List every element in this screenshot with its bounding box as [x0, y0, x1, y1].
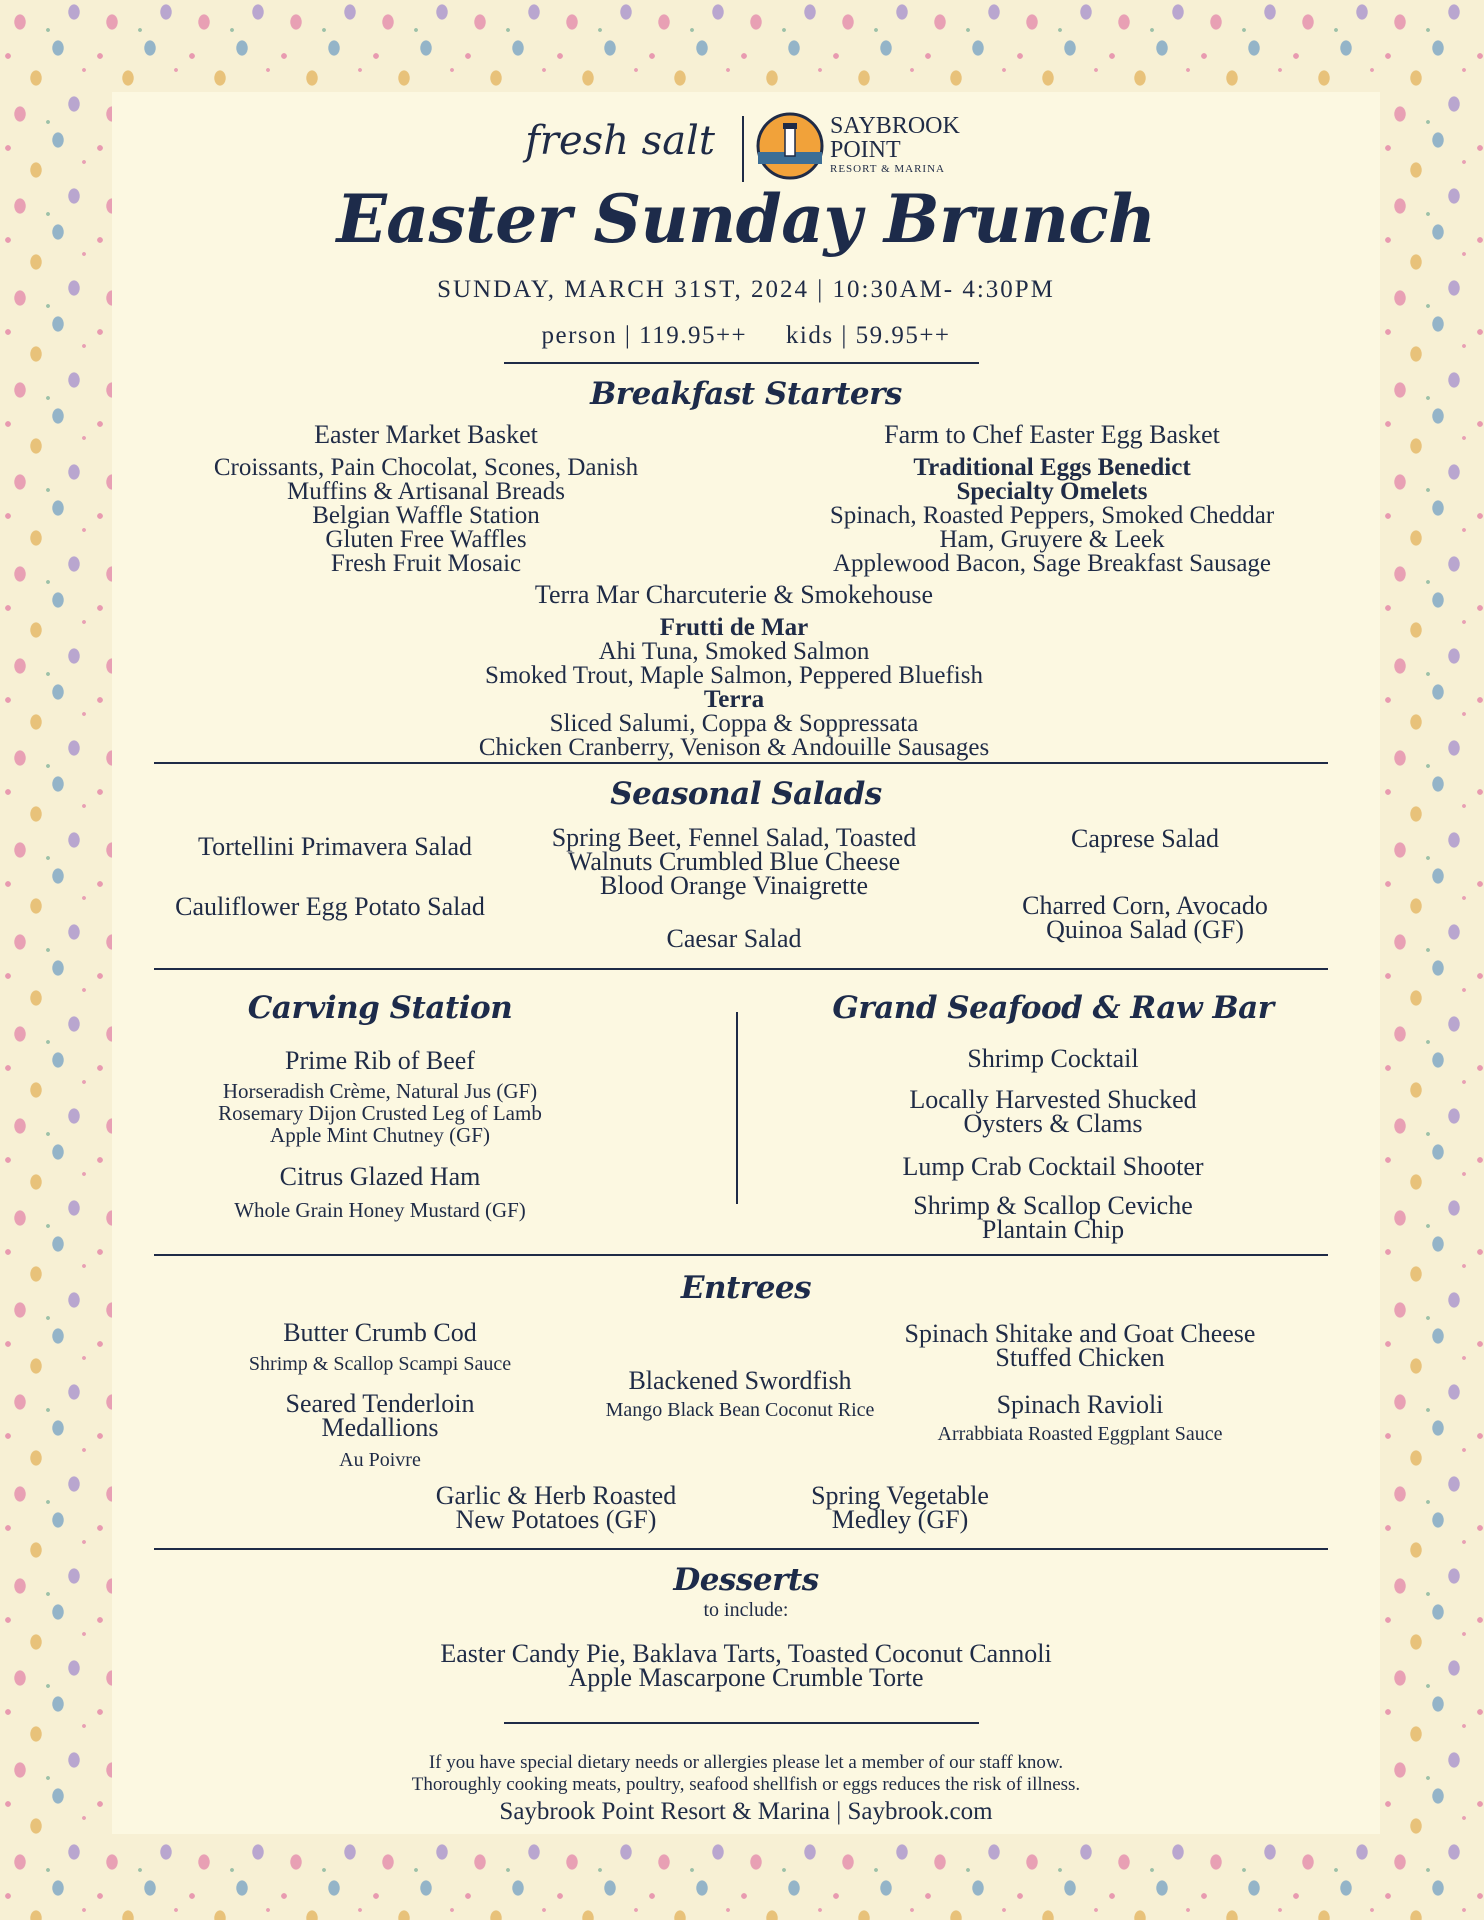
- footer-site: Saybrook Point Resort & Marina | Saybrook.com: [499, 1798, 993, 1825]
- price-line: person | 119.95++ kids | 59.95++: [541, 322, 951, 349]
- ham-sauce: Whole Grain Honey Mustard (GF): [234, 1198, 526, 1222]
- list-item: Chicken Cranberry, Venison & Andouille Sausages: [478, 734, 990, 761]
- section-divider: [154, 1548, 1328, 1550]
- list-item: Garlic & Herb Roasted: [435, 1481, 677, 1510]
- vegetable-medley: [770, 1481, 1030, 1534]
- fresh-salt-logo: fresh salt: [525, 118, 715, 164]
- salads-heading: Seasonal Salads: [610, 776, 882, 812]
- section-divider: [154, 1254, 1328, 1256]
- lighthouse-logo-icon: [756, 112, 824, 180]
- list-item: Belgian Waffle Station: [312, 502, 540, 529]
- seafood-heading: Grand Seafood & Raw Bar: [832, 990, 1274, 1026]
- list-item: Shrimp & Scallop Ceviche: [913, 1191, 1193, 1220]
- food-safety-note: Thoroughly cooking meats, poultry, seafood shellfish or eggs reduces the risk of illness.: [411, 1774, 1081, 1795]
- list-item: Easter Candy Pie, Baklava Tarts, Toasted Coconut Cannoli: [440, 1639, 1052, 1668]
- saybrook-point-wordmark: SAYBROOK POINT: [830, 113, 960, 163]
- entrees-heading: Entrees: [680, 1270, 812, 1306]
- cauliflower-salad: Cauliflower Egg Potato Salad: [175, 892, 485, 921]
- blackened-swordfish: Blackened Swordfish: [628, 1366, 852, 1395]
- list-item: Medley (GF): [831, 1505, 969, 1534]
- list-item: Spinach, Roasted Peppers, Smoked Cheddar: [829, 502, 1275, 529]
- stuffed-chicken: [890, 1319, 1270, 1372]
- list-item: Ahi Tuna, Smoked Salmon: [598, 638, 870, 665]
- dessert-items: [112, 1639, 1380, 1692]
- list-item: Spinach Shitake and Goat Cheese: [904, 1319, 1256, 1348]
- desserts-heading: Desserts: [673, 1562, 819, 1598]
- shrimp-scallop-ceviche: [800, 1191, 1306, 1244]
- list-item: Plantain Chip: [981, 1215, 1125, 1244]
- list-item: Blood Orange Vinaigrette: [600, 871, 868, 900]
- list-item: Seared Tenderloin: [285, 1389, 475, 1418]
- terra-items: [412, 712, 1056, 760]
- charred-corn-salad: [990, 891, 1300, 944]
- easter-market-basket: [186, 420, 666, 576]
- roasted-potatoes: [406, 1481, 706, 1534]
- list-item: Muffins & Artisanal Breads: [287, 478, 565, 505]
- section-divider: [154, 762, 1328, 764]
- butter-crumb-cod: Butter Crumb Cod: [283, 1318, 477, 1347]
- market-title: Easter Market Basket: [314, 420, 538, 449]
- list-item: Apple Mint Chutney (GF): [270, 1123, 490, 1147]
- beet-fennel-salad: [504, 823, 964, 900]
- list-item: Applewood Bacon, Sage Breakfast Sausage: [832, 550, 1272, 577]
- list-item: Quinoa Salad (GF): [1046, 915, 1244, 944]
- list-item: Fresh Fruit Mosaic: [330, 550, 522, 577]
- oysters-clams: [800, 1085, 1306, 1138]
- list-item: Ham, Gruyere & Leek: [939, 526, 1165, 553]
- citrus-ham: Citrus Glazed Ham: [279, 1162, 481, 1191]
- logo-divider: [742, 116, 744, 182]
- spinach-ravioli: Spinach Ravioli: [996, 1390, 1164, 1419]
- allergy-note: If you have special dietary needs or allergies please let a member of our staff know.: [428, 1752, 1064, 1773]
- prime-rib-items: [190, 1080, 570, 1146]
- section-divider: [154, 968, 1328, 970]
- list-item: Sliced Salumi, Coppa & Soppressata: [549, 710, 919, 737]
- list-item: New Potatoes (GF): [455, 1505, 657, 1534]
- list-item: Walnuts Crumbled Blue Cheese: [567, 847, 901, 876]
- breakfast-heading: Breakfast Starters: [590, 376, 902, 412]
- list-item: Spring Vegetable: [811, 1481, 989, 1510]
- easter-egg-basket: [792, 420, 1312, 576]
- terra-mar-title: Terra Mar Charcuterie & Smokehouse: [534, 580, 934, 609]
- frutti-items: [412, 640, 1056, 688]
- list-item: Croissants, Pain Chocolat, Scones, Danish: [213, 454, 639, 481]
- list-item: Spring Beet, Fennel Salad, Toasted: [551, 823, 917, 852]
- crab-shooter: Lump Crab Cocktail Shooter: [902, 1152, 1204, 1181]
- list-item: Apple Mascarpone Crumble Torte: [568, 1663, 924, 1692]
- list-item: Oysters & Clams: [963, 1109, 1143, 1138]
- egg-basket-title: Farm to Chef Easter Egg Basket: [884, 420, 1220, 449]
- frutti-de-mar: Frutti de Mar: [659, 614, 809, 641]
- cod-sauce: Shrimp & Scallop Scampi Sauce: [248, 1353, 512, 1375]
- list-item: Medallions: [321, 1413, 439, 1442]
- date-time-line: SUNDAY, MARCH 31ST, 2024 | 10:30AM- 4:30PM: [437, 276, 1055, 303]
- shrimp-cocktail: Shrimp Cocktail: [967, 1044, 1139, 1073]
- list-item: Stuffed Chicken: [995, 1343, 1165, 1372]
- desserts-subtitle: to include:: [703, 1599, 789, 1621]
- specialty-omelets: Specialty Omelets: [956, 478, 1148, 505]
- terra-subheading: Terra: [703, 686, 765, 713]
- market-items: [186, 456, 666, 576]
- footer-rule: [504, 1722, 979, 1724]
- tenderloin-sauce: Au Poivre: [339, 1449, 421, 1471]
- caprese-salad: Caprese Salad: [1070, 824, 1219, 853]
- terra-mar-charcuterie: [412, 580, 1056, 760]
- column-divider: [736, 1012, 738, 1204]
- header-rule: [504, 362, 979, 364]
- resort-marina-tagline: RESORT & MARINA: [830, 163, 945, 175]
- prime-rib: Prime Rib of Beef: [285, 1046, 475, 1075]
- omelet-items: [792, 504, 1312, 576]
- list-item: Charred Corn, Avocado: [1022, 891, 1268, 920]
- list-item: Gluten Free Waffles: [325, 526, 527, 553]
- swordfish-side: Mango Black Bean Coconut Rice: [605, 1399, 875, 1421]
- carving-heading: Carving Station: [247, 990, 513, 1026]
- page-title: Easter Sunday Brunch: [336, 180, 1156, 258]
- caesar-salad: Caesar Salad: [666, 924, 802, 953]
- eggs-benedict: Traditional Eggs Benedict: [913, 454, 1191, 481]
- list-item: Smoked Trout, Maple Salmon, Peppered Bluefish: [485, 662, 983, 689]
- list-item: Rosemary Dijon Crusted Leg of Lamb: [218, 1101, 542, 1125]
- list-item: Horseradish Crème, Natural Jus (GF): [222, 1079, 538, 1103]
- ravioli-sauce: Arrabbiata Roasted Eggplant Sauce: [937, 1423, 1223, 1445]
- list-item: Locally Harvested Shucked: [909, 1085, 1197, 1114]
- seared-tenderloin: [190, 1389, 570, 1442]
- tortellini-salad: Tortellini Primavera Salad: [198, 832, 472, 861]
